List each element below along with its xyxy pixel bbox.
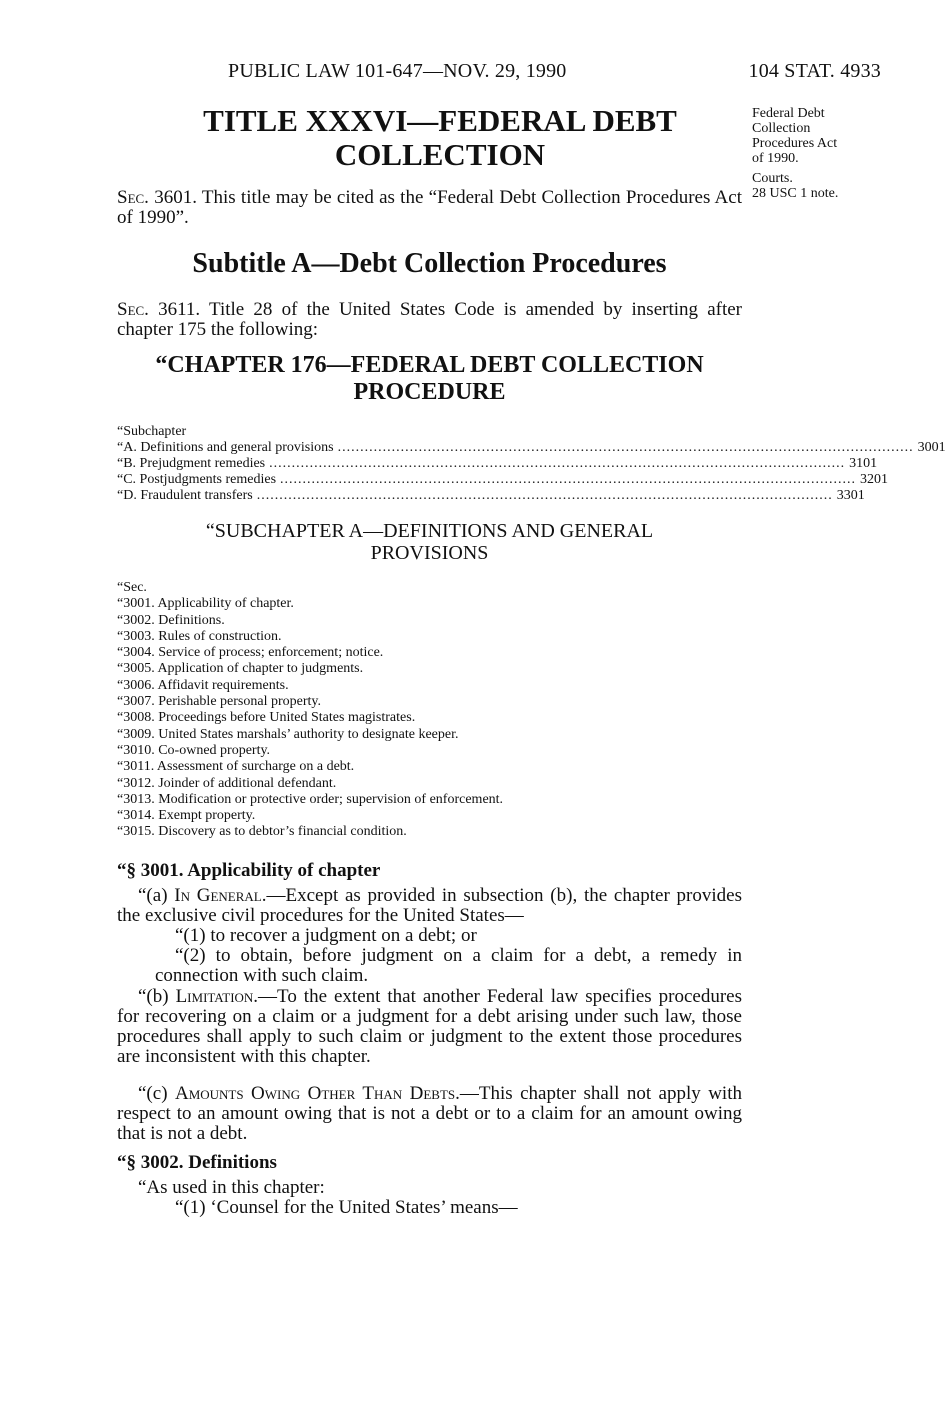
- title-heading: [160, 104, 720, 172]
- section-list-item: “3007. Perishable personal property.: [117, 694, 321, 710]
- toc-row: [117, 456, 878, 472]
- section-3001-b: [117, 987, 742, 1067]
- toc-number: 3101: [849, 456, 878, 471]
- section-3001-heading: “§ 3001. Applicability of chapter: [117, 860, 381, 881]
- toc-label: “B. Prejudgment remedies: [117, 456, 266, 471]
- margin-note-courts: Courts.: [752, 171, 793, 186]
- subsection-heading: In General.: [174, 885, 267, 906]
- margin-notes: [752, 106, 902, 201]
- section-3002-p1: “(1) ‘Counsel for the United States’ means—: [175, 1197, 518, 1218]
- subsection-open: “(c): [138, 1083, 175, 1104]
- toc-label: “A. Definitions and general provisions: [117, 440, 334, 455]
- title-line-1: TITLE XXXVI—FEDERAL DEBT: [203, 103, 677, 138]
- section-list-item: “3012. Joinder of additional defendant.: [117, 775, 337, 791]
- section-list-item: “3010. Co-owned property.: [117, 742, 271, 758]
- chapter-line-2: PROCEDURE: [353, 379, 506, 405]
- title-line-2: COLLECTION: [334, 137, 546, 172]
- section-3001-a-2: “(2) to obtain, before judgment on a claim for a debt, a remedy in connection with such claim.: [155, 945, 742, 986]
- running-head-law: PUBLIC LAW 101-647—NOV. 29, 1990: [228, 60, 567, 82]
- running-head: [228, 60, 881, 83]
- toc-number: 3301: [836, 488, 865, 503]
- toc-leader: ................................................................................................................................: [269, 456, 846, 471]
- subchapter-a-heading: [117, 520, 742, 564]
- subchapter-table-of-contents: [117, 424, 946, 504]
- section-list-item: “3014. Exempt property.: [117, 808, 256, 824]
- section-list-item: “3009. United States marshals’ authority to designate keeper.: [117, 726, 459, 742]
- section-3001-c: [117, 1084, 742, 1144]
- section-list-item: “3008. Proceedings before United States magistrates.: [117, 710, 416, 726]
- margin-note-act-name: Federal Debt Collection Procedures Act of 1990.: [752, 106, 838, 166]
- toc-row: [117, 472, 889, 488]
- sections-header: “Sec.: [117, 580, 147, 595]
- subsection-open: “(b): [138, 986, 176, 1007]
- sec-label: Sec.: [117, 187, 149, 208]
- chapter-heading: [117, 352, 742, 406]
- section-list-item: “3002. Definitions.: [117, 612, 225, 628]
- sections-list: [117, 580, 742, 841]
- toc-row: [117, 488, 865, 504]
- subsection-heading: Limitation.: [175, 986, 259, 1007]
- toc-header: “Subchapter: [117, 424, 187, 439]
- subsection-text: —Except as provided in subsection (b), the chapter provides the exclusive civil procedures for the United States—: [117, 885, 742, 926]
- section-3002-intro: “As used in this chapter:: [138, 1177, 325, 1198]
- running-head-stat: 104 STAT. 4933: [748, 60, 881, 82]
- toc-row: [117, 440, 946, 456]
- section-list-item: “3004. Service of process; enforcement; notice.: [117, 645, 384, 661]
- subchapter-line-2: PROVISIONS: [370, 542, 489, 564]
- section-list-item: “3001. Applicability of chapter.: [117, 596, 294, 612]
- section-list-item: “3003. Rules of construction.: [117, 628, 282, 644]
- subsection-open: “(a): [138, 885, 175, 906]
- section-3611-text: 3611. Title 28 of the United States Code is amended by inserting after chapter 175 the following:: [117, 299, 742, 340]
- section-list-item: “3006. Affidavit requirements.: [117, 677, 289, 693]
- toc-number: 3201: [860, 472, 889, 487]
- section-3601: [117, 188, 742, 228]
- sec-label: Sec.: [117, 299, 149, 320]
- section-3001-a: [117, 886, 742, 926]
- section-list-item: “3005. Application of chapter to judgments.: [117, 661, 364, 677]
- toc-leader: ................................................................................................................................: [280, 472, 857, 487]
- subsection-heading: Amounts Owing Other Than Debts.: [174, 1083, 460, 1104]
- toc-label: “C. Postjudgments remedies: [117, 472, 277, 487]
- chapter-line-1: “CHAPTER 176—FEDERAL DEBT COLLECTION: [155, 352, 704, 378]
- subsection-text: —This chapter shall not apply with respect to an amount owing that is not a debt or to a claim for an amount owing that is not a debt.: [117, 1083, 742, 1144]
- section-3001-a-1: “(1) to recover a judgment on a debt; or: [175, 925, 477, 946]
- section-list-item: “3011. Assessment of surcharge on a debt.: [117, 759, 355, 775]
- section-list-item: “3013. Modification or protective order; supervision of enforcement.: [117, 791, 504, 807]
- section-3611: [117, 300, 742, 340]
- toc-leader: ................................................................................................................................: [337, 440, 914, 455]
- section-3002-heading: “§ 3002. Definitions: [117, 1152, 277, 1173]
- toc-label: “D. Fraudulent transfers: [117, 488, 253, 503]
- subtitle-heading: Subtitle A—Debt Collection Procedures: [192, 248, 667, 279]
- margin-note-usc: 28 USC 1 note.: [752, 186, 839, 201]
- section-3601-text: 3601. This title may be cited as the “Federal Debt Collection Procedures Act of 1990”.: [117, 187, 742, 228]
- subsection-text: —To the extent that another Federal law specifies procedures for recovering on a claim or a judgment for a debt arising under such law, those procedures shall apply to such claim or judgment to the extent those procedures are inconsistent with this chapter.: [117, 986, 742, 1067]
- section-list-item: “3015. Discovery as to debtor’s financial condition.: [117, 824, 407, 840]
- toc-number: 3001: [917, 440, 946, 455]
- subchapter-line-1: “SUBCHAPTER A—DEFINITIONS AND GENERAL: [205, 520, 654, 542]
- toc-leader: ................................................................................................................................: [256, 488, 833, 503]
